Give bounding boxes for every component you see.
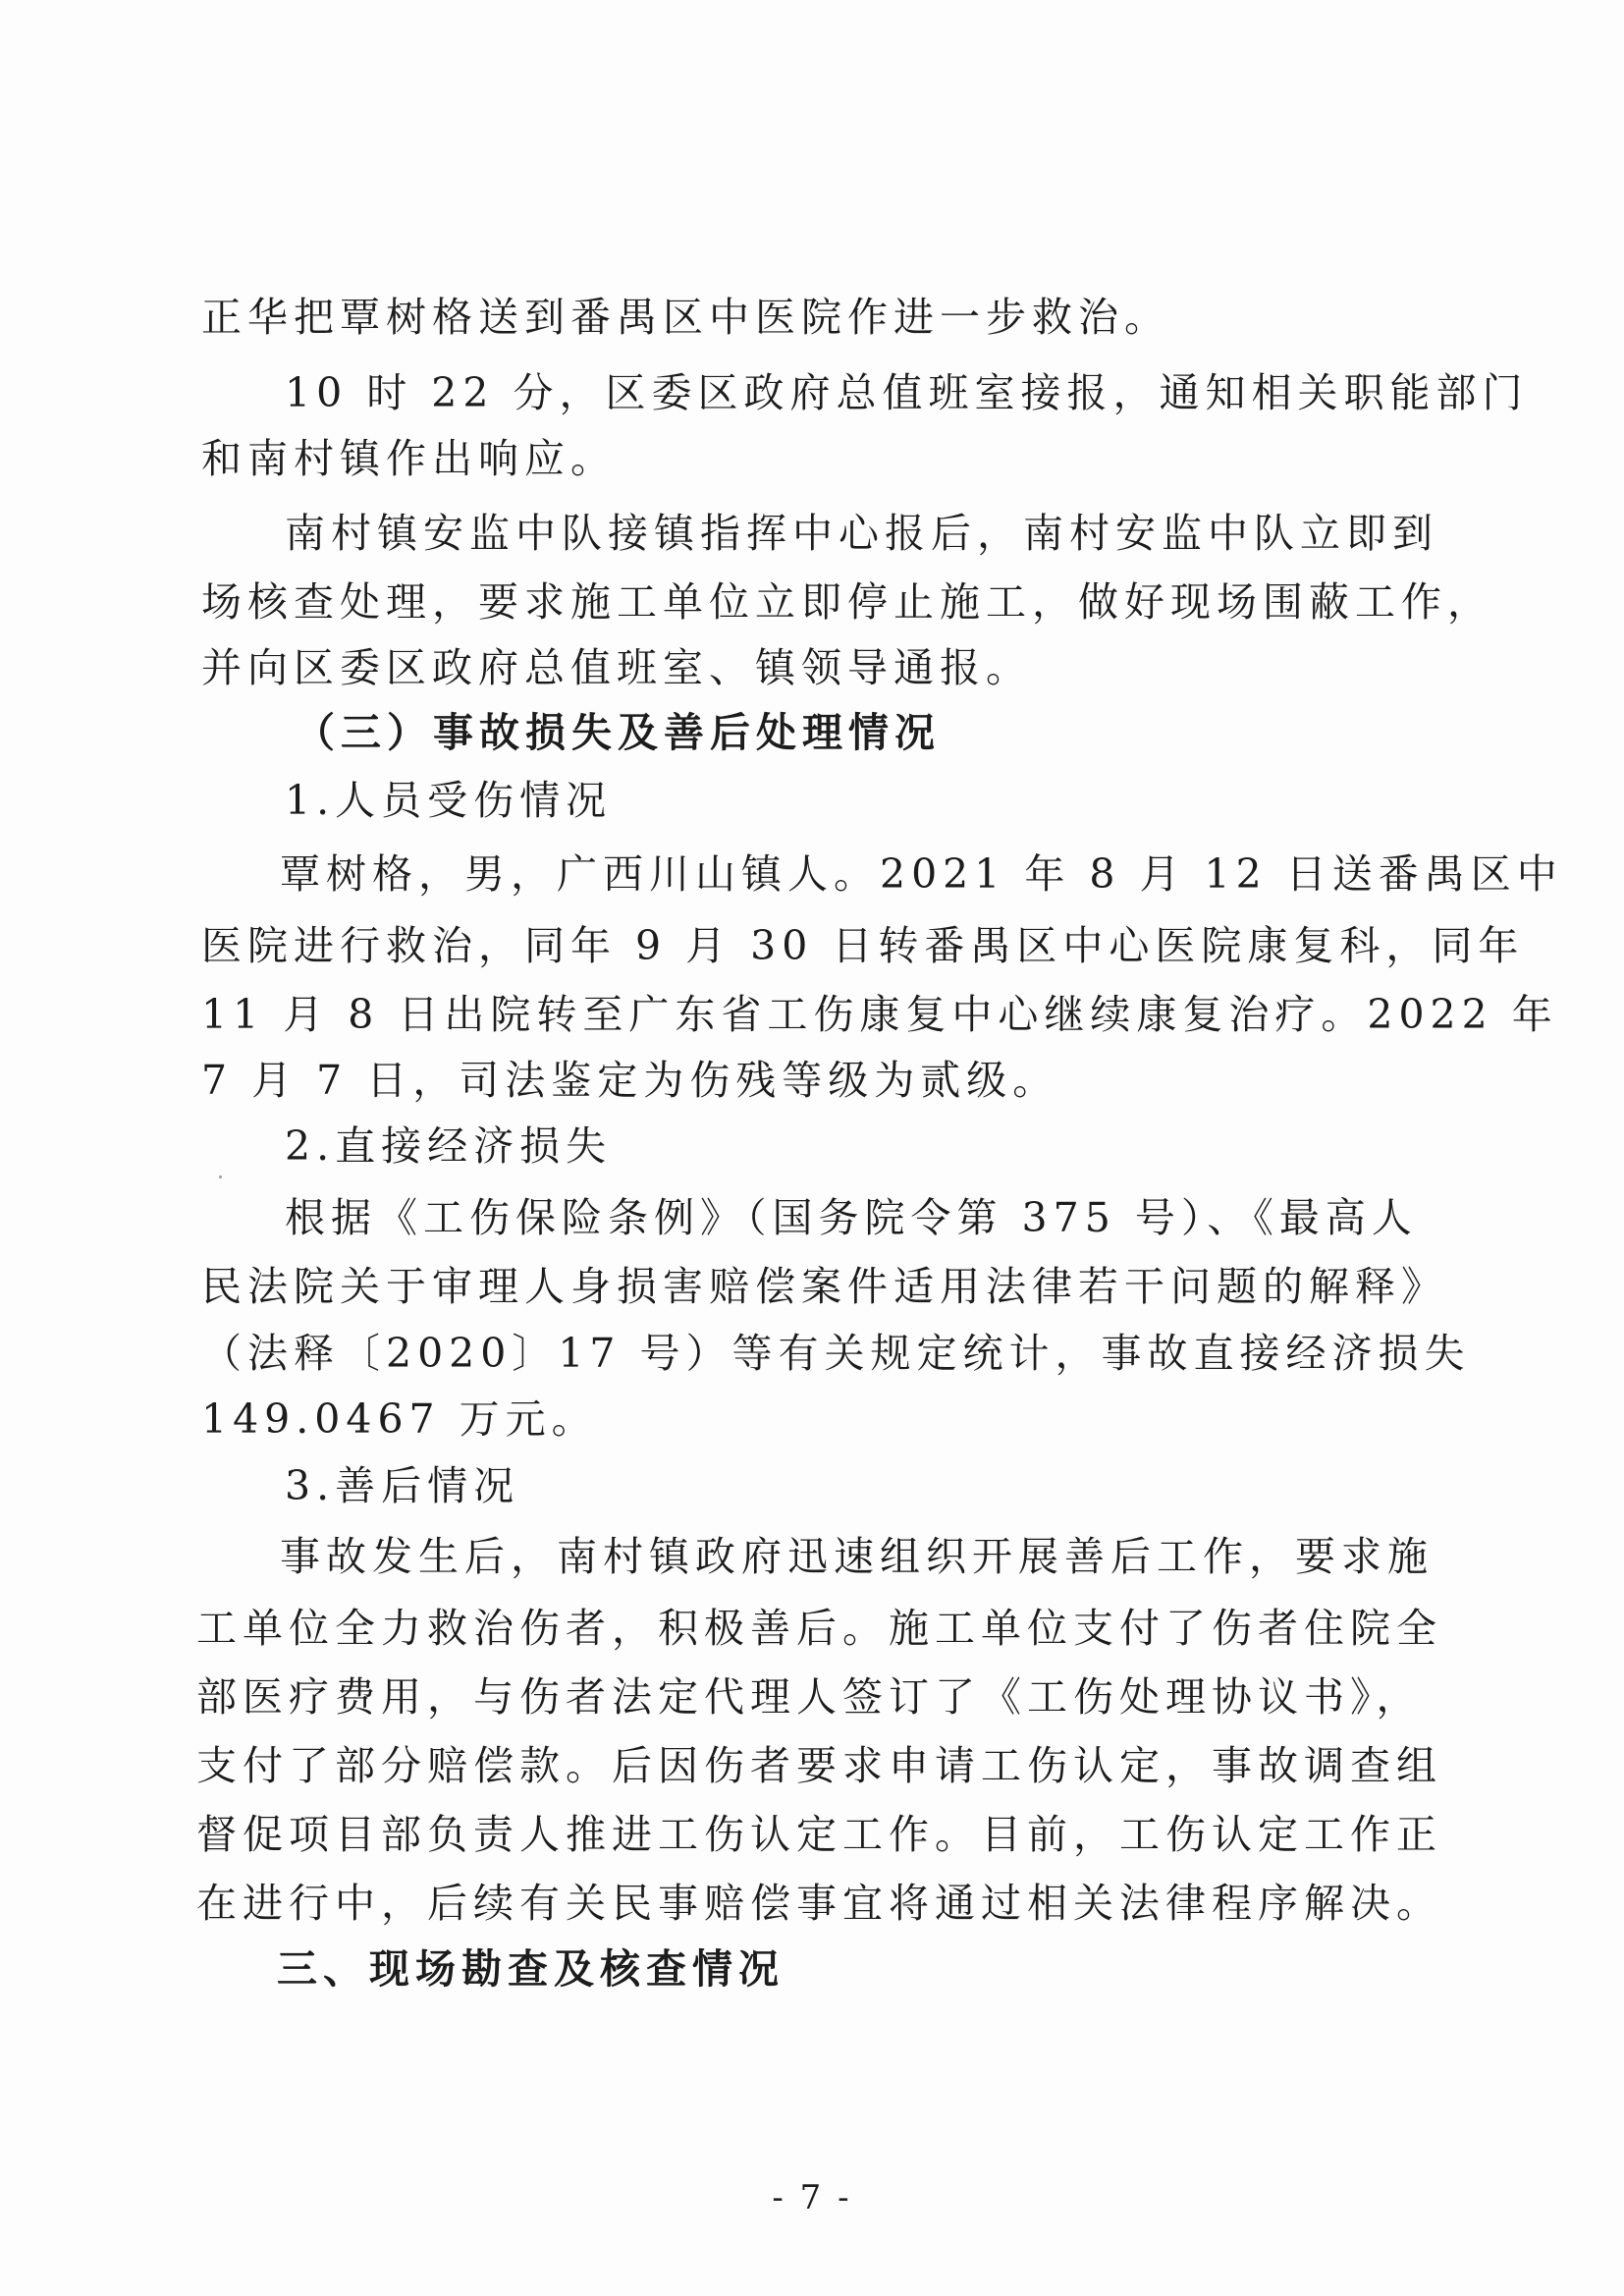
paragraph-line: 在进行中，后续有关民事赔偿事宜将通过相关法律程序解决。 xyxy=(196,1880,1442,1927)
paragraph-line: 正华把覃树格送到番禺区中医院作进一步救治。 xyxy=(201,294,1170,341)
paragraph-line: 民法院关于审理人身损害赔偿案件适用法律若干问题的解释》 xyxy=(201,1263,1447,1310)
paragraph-line: 督促项目部负责人推进工伤认定工作。目前，工伤认定工作正 xyxy=(196,1811,1442,1858)
paragraph-line: 并向区委区政府总值班室、镇领导通报。 xyxy=(201,644,1032,691)
paragraph-line: 场核查处理，要求施工单位立即停止施工，做好现场围蔽工作， xyxy=(201,578,1493,626)
subsection-heading: 1.人员受伤情况 xyxy=(285,777,613,824)
paragraph-line: 事故发生后，南村镇政府迅速组织开展善后工作，要求施 xyxy=(280,1533,1434,1580)
subsection-heading: 3.善后情况 xyxy=(285,1462,520,1509)
scan-speck xyxy=(219,1175,222,1178)
paragraph-line: 医院进行救治，同年 9 月 30 日转番禺区中心医院康复科，同年 xyxy=(201,922,1525,969)
paragraph-line: 149.0467 万元。 xyxy=(201,1395,598,1443)
paragraph-line: 部医疗费用，与伤者法定代理人签订了《工伤处理协议书》， xyxy=(196,1673,1423,1721)
section-heading: （三）事故损失及善后处理情况 xyxy=(295,709,941,756)
paragraph-line: 覃树格，男，广西川山镇人。2021 年 8 月 12 日送番禺区中 xyxy=(280,850,1563,898)
page-number: - 7 - xyxy=(772,2178,852,2217)
paragraph-line: 11 月 8 日出院转至广东省工伤康复中心继续康复治疗。2022 年 xyxy=(201,991,1558,1038)
paragraph-line: 和南村镇作出响应。 xyxy=(201,435,617,482)
paragraph-line: 7 月 7 日，司法鉴定为伤残等级为贰级。 xyxy=(201,1057,1059,1104)
paragraph-line: 南村镇安监中队接镇指挥中心报后，南村安监中队立即到 xyxy=(285,510,1438,557)
paragraph-line: 支付了部分赔偿款。后因伤者要求申请工伤认定，事故调查组 xyxy=(196,1742,1442,1789)
paragraph-line: 工单位全力救治伤者，积极善后。施工单位支付了伤者住院全 xyxy=(196,1605,1442,1652)
paragraph-line: 根据《工伤保险条例》（国务院令第 375 号）、《最高人 xyxy=(285,1194,1418,1241)
paragraph-line: 10 时 22 分，区委区政府总值班室接报，通知相关职能部门 xyxy=(285,369,1529,416)
section-heading: 三、现场勘查及核查情况 xyxy=(277,1945,785,1993)
subsection-heading: 2.直接经济损失 xyxy=(285,1122,613,1170)
paragraph-line: （法释〔2020〕17 号）等有关规定统计，事故直接经济损失 xyxy=(201,1330,1471,1377)
